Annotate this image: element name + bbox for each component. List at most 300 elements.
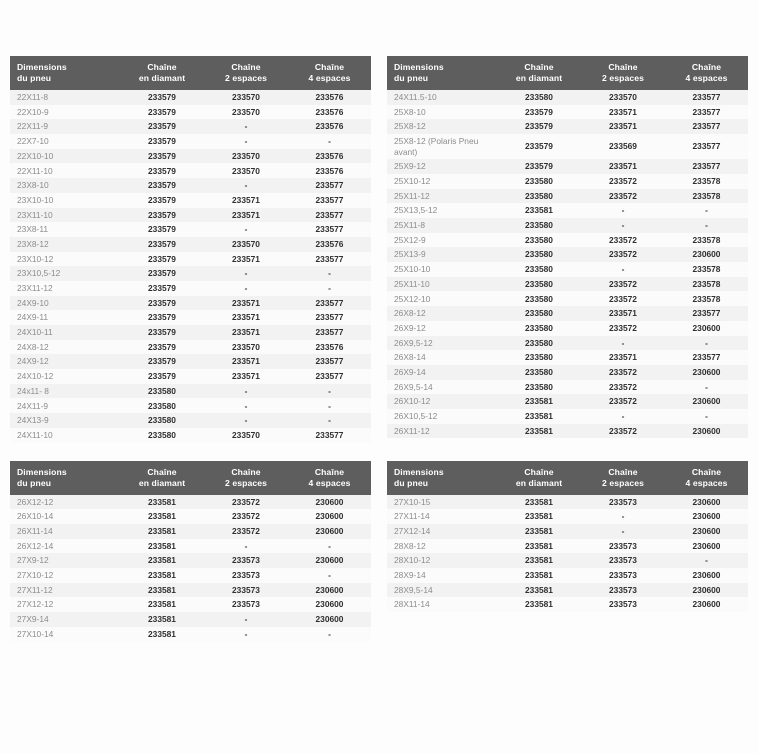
chain-part-number-cell: 230600 (315, 555, 344, 566)
chain-part-number-cell: 233580 (525, 176, 553, 187)
chain-part-number-cell: 233579 (148, 283, 176, 294)
table-row (10, 597, 371, 612)
tire-dimension-cell: 26X10-12 (394, 396, 431, 407)
chain-part-number-cell: - (244, 628, 248, 639)
table-row (387, 539, 748, 554)
column-header-diamond (497, 56, 581, 90)
chain-part-number-cell: 233580 (525, 352, 553, 363)
chain-part-number-cell: 230600 (692, 249, 721, 260)
tire-dimension-cell: 28X10-12 (394, 555, 431, 566)
table-row (387, 336, 748, 351)
table-row (387, 277, 748, 292)
chain-part-number-cell: 230600 (692, 599, 721, 610)
table-row (387, 218, 748, 233)
chain-part-number-cell: 233577 (315, 297, 344, 308)
tire-dimension-cell: 28X11-14 (394, 599, 430, 610)
table-row (387, 105, 748, 120)
chain-part-number-cell: - (244, 614, 248, 625)
table-row (10, 428, 371, 443)
chain-part-number-cell: 233571 (609, 161, 637, 172)
chain-part-number-cell: 233570 (232, 238, 260, 249)
chain-part-number-cell: 233580 (525, 366, 553, 377)
chain-part-number-cell: 233580 (525, 293, 553, 304)
tire-dimension-cell: 23X11-12 (17, 283, 53, 294)
chain-part-number-cell: 233579 (148, 165, 176, 176)
chain-part-number-cell: 233581 (525, 570, 553, 581)
header-line-1: Dimensions (17, 466, 67, 477)
chain-part-number-cell: 233578 (692, 293, 721, 304)
chain-part-number-cell: - (244, 224, 248, 235)
chain-size-table (387, 461, 748, 613)
chain-part-number-cell: 233581 (525, 540, 553, 551)
tire-dimension-cell: 22X11-9 (17, 121, 49, 132)
table-header-row (10, 461, 371, 495)
table-row (10, 539, 371, 554)
chain-part-number-cell: 233581 (525, 584, 553, 595)
table-row (10, 413, 371, 428)
header-line-2: 2 espaces (225, 73, 267, 83)
chain-part-number-cell: 233581 (148, 584, 176, 595)
column-header-diamond (497, 461, 581, 495)
header-line-1: Chaîne (608, 62, 638, 72)
chain-part-number-cell: 233569 (609, 141, 637, 152)
chain-part-number-cell: 233576 (315, 92, 344, 103)
header-line-1: Chaîne (524, 62, 554, 72)
tire-dimension-cell: 25X8-12 (Polaris Pneu avant) (394, 136, 479, 157)
header-line-2: du pneu (17, 477, 52, 488)
chain-part-number-cell: 233572 (232, 496, 260, 507)
table-row (10, 149, 371, 164)
chain-part-number-cell: 233579 (148, 106, 176, 117)
chain-part-number-cell: 233570 (232, 106, 260, 117)
column-header-diamond (120, 56, 204, 90)
chain-part-number-cell: 233579 (148, 136, 176, 147)
tire-dimension-cell: 26X8-14 (394, 352, 426, 363)
chain-part-number-cell: - (621, 264, 625, 275)
table-row (387, 262, 748, 277)
chain-part-number-cell: 233572 (609, 234, 637, 245)
chain-part-number-cell: 230600 (315, 511, 344, 522)
tire-dimension-cell: 23X10,5-12 (17, 268, 61, 279)
table-row (10, 495, 371, 510)
table-row (387, 583, 748, 598)
column-header-dimensions (10, 56, 120, 90)
chain-part-number-cell: 233579 (525, 121, 553, 132)
chain-part-number-cell: 233577 (315, 429, 344, 440)
chain-part-number-cell: 233580 (525, 308, 553, 319)
tire-dimension-cell: 25X13,5-12 (394, 205, 438, 216)
chain-part-number-cell: 233581 (525, 205, 553, 216)
chain-part-number-cell: 233571 (232, 312, 260, 323)
table-row (387, 365, 748, 380)
chain-part-number-cell: 230600 (315, 496, 344, 507)
chain-part-number-cell: - (705, 381, 708, 392)
chain-part-number-cell: 233573 (609, 540, 637, 551)
chain-part-number-cell: 230600 (315, 584, 344, 595)
chain-part-number-cell: - (705, 411, 708, 422)
tire-dimension-cell: 28X9,5-14 (394, 584, 433, 595)
column-header-2-spaces (204, 56, 288, 90)
table-row (10, 568, 371, 583)
chain-part-number-cell: 230600 (692, 366, 721, 377)
chain-part-number-cell: 233580 (148, 415, 176, 426)
table-row (10, 553, 371, 568)
tire-dimension-cell: 23X8-12 (17, 238, 49, 249)
chain-part-number-cell: 233571 (232, 253, 260, 264)
tire-dimension-cell: 24X11.5-10 (394, 92, 437, 103)
column-header-4-spaces (288, 56, 371, 90)
chain-part-number-cell: 233572 (609, 425, 637, 436)
table-row (387, 174, 748, 189)
chain-part-number-cell: 233570 (232, 429, 260, 440)
header-line-1: Chaîne (231, 62, 261, 72)
chain-part-number-cell: 233577 (315, 371, 344, 382)
tire-dimension-cell: 22X10-10 (17, 150, 54, 161)
tire-dimension-cell: 26X10,5-12 (394, 411, 438, 422)
chain-part-number-cell: 233577 (315, 253, 344, 264)
tire-dimension-cell: 24X9-11 (17, 312, 49, 323)
chain-part-number-cell: 233571 (609, 352, 637, 363)
chain-part-number-cell: 233579 (148, 121, 176, 132)
chain-part-number-cell: 230600 (692, 540, 721, 551)
chain-part-number-cell: - (328, 283, 331, 294)
column-header-dimensions (387, 56, 497, 90)
tire-dimension-cell: 26X9,5-12 (394, 337, 433, 348)
table-row (387, 509, 748, 524)
chain-part-number-cell: - (705, 555, 708, 566)
chain-part-number-cell: 233580 (525, 190, 553, 201)
tire-dimension-cell: 25X12-10 (394, 293, 431, 304)
chain-part-number-cell: 233577 (692, 92, 721, 103)
chain-part-number-cell: 233581 (148, 599, 176, 610)
table-row (10, 178, 371, 193)
header-line-2: du pneu (394, 73, 429, 83)
chain-part-number-cell: 233581 (148, 555, 176, 566)
chain-part-number-cell: 230600 (692, 525, 721, 536)
chain-part-number-cell: 233577 (315, 180, 344, 191)
chain-part-number-cell: - (328, 415, 331, 426)
chain-part-number-cell: 233576 (315, 238, 344, 249)
column-header-2-spaces (581, 56, 665, 90)
chain-part-number-cell: 233579 (148, 92, 176, 103)
table-top-right (387, 56, 748, 443)
tire-dimension-cell: 26X12-12 (17, 496, 54, 507)
chain-part-number-cell: 233572 (609, 249, 637, 260)
chain-part-number-cell: - (244, 180, 248, 191)
table-row (10, 90, 371, 105)
table-row (387, 119, 748, 134)
tire-dimension-cell: 26X10-14 (17, 511, 54, 522)
chain-part-number-cell: 233576 (315, 150, 344, 161)
tire-dimension-cell: 25X11-10 (394, 278, 430, 289)
chain-part-number-cell: 233571 (232, 356, 260, 367)
chain-part-number-cell: 233579 (148, 297, 176, 308)
tire-dimension-cell: 24X9-10 (17, 297, 49, 308)
tire-dimension-cell: 25X11-8 (394, 220, 426, 231)
table-row (10, 163, 371, 178)
tire-dimension-cell: 26X9-12 (394, 322, 426, 333)
chain-part-number-cell: 233579 (525, 161, 553, 172)
table-row (387, 409, 748, 424)
chain-part-number-cell: 233577 (315, 224, 344, 235)
chain-part-number-cell: 233572 (232, 525, 260, 536)
chain-part-number-cell: 233578 (692, 234, 721, 245)
table-row (387, 159, 748, 174)
table-row (10, 119, 371, 134)
chain-part-number-cell: 233571 (609, 308, 637, 319)
chain-part-number-cell: - (244, 385, 248, 396)
chain-part-number-cell: 233572 (609, 190, 637, 201)
table-row (10, 105, 371, 120)
chain-part-number-cell: 233577 (692, 121, 721, 132)
chain-part-number-cell: 233580 (525, 381, 553, 392)
chain-part-number-cell: - (328, 400, 331, 411)
table-top-left (10, 56, 371, 443)
chain-part-number-cell: - (244, 415, 248, 426)
tables-grid (10, 56, 748, 659)
tire-dimension-cell: 24X10-12 (17, 371, 54, 382)
header-line-1: Chaîne (524, 466, 554, 477)
table-row (387, 495, 748, 510)
chain-part-number-cell: 230600 (692, 511, 721, 522)
tire-dimension-cell: 26X12-14 (17, 540, 54, 551)
header-line-2: 4 espaces (685, 73, 728, 83)
chain-part-number-cell: 233573 (232, 599, 260, 610)
chain-part-number-cell: - (244, 121, 248, 132)
tire-dimension-cell: 23X10-10 (17, 194, 54, 205)
tire-dimension-cell: 27X11-12 (17, 584, 53, 595)
table-row (387, 524, 748, 539)
chain-part-number-cell: 233581 (525, 496, 553, 507)
header-line-1: Chaîne (147, 62, 177, 72)
chain-part-number-cell: - (328, 268, 331, 279)
chain-part-number-cell: 233581 (148, 614, 176, 625)
chain-part-number-cell: 233580 (525, 322, 553, 333)
tire-dimension-cell: 23X8-10 (17, 180, 49, 191)
chain-part-number-cell: 233581 (525, 425, 553, 436)
tire-dimension-cell: 26X11-12 (394, 425, 430, 436)
chain-part-number-cell: 230600 (692, 496, 721, 507)
chain-part-number-cell: 233577 (315, 209, 344, 220)
table-row (10, 398, 371, 413)
chain-part-number-cell: 233577 (315, 327, 344, 338)
chain-part-number-cell: 233581 (525, 599, 553, 610)
tire-dimension-cell: 25X13-9 (394, 249, 426, 260)
chain-part-number-cell: 233571 (609, 121, 637, 132)
table-row (387, 394, 748, 409)
chain-part-number-cell: 233570 (609, 92, 637, 103)
header-line-1: Chaîne (314, 62, 345, 72)
column-header-dimensions (10, 461, 120, 495)
tire-dimension-cell: 24X11-9 (17, 400, 49, 411)
table-row (10, 134, 371, 149)
tire-dimension-cell: 25X10-10 (394, 264, 431, 275)
tire-dimension-cell: 27X9-14 (17, 614, 49, 625)
tire-dimension-cell: 24X10-11 (17, 327, 53, 338)
header-line-2: 2 espaces (602, 477, 644, 488)
chain-part-number-cell: 233581 (525, 555, 553, 566)
chain-part-number-cell: - (705, 220, 708, 231)
chain-part-number-cell: 233579 (148, 327, 176, 338)
tire-dimension-cell: 25X11-12 (394, 190, 430, 201)
chain-part-number-cell: 233578 (692, 190, 721, 201)
table-row (10, 222, 371, 237)
tire-dimension-cell: 27X10-15 (394, 496, 431, 507)
header-line-1: Chaîne (608, 466, 638, 477)
chain-part-number-cell: 233581 (148, 540, 176, 551)
chain-part-number-cell: 233572 (609, 322, 637, 333)
chain-part-number-cell: 233579 (148, 341, 176, 352)
chain-part-number-cell: 233572 (609, 278, 637, 289)
chain-part-number-cell: 233572 (232, 511, 260, 522)
tire-dimension-cell: 22X11-8 (17, 92, 49, 103)
header-line-1: Dimensions (17, 62, 67, 72)
table-row (387, 90, 748, 105)
header-line-2: 4 espaces (308, 477, 351, 488)
chain-part-number-cell: 233576 (315, 121, 344, 132)
chain-part-number-cell: 233573 (232, 584, 260, 595)
chain-part-number-cell: 233571 (232, 209, 260, 220)
chain-part-number-cell: 233576 (315, 341, 344, 352)
table-row (10, 627, 371, 642)
chain-part-number-cell: - (621, 205, 625, 216)
chain-part-number-cell: 233580 (148, 429, 176, 440)
chain-part-number-cell: 230600 (315, 525, 344, 536)
chain-part-number-cell: 233581 (148, 525, 176, 536)
chain-part-number-cell: 233579 (148, 268, 176, 279)
tire-dimension-cell: 27X9-12 (17, 555, 49, 566)
column-header-diamond (120, 461, 204, 495)
chain-part-number-cell: 233571 (232, 194, 260, 205)
chain-part-number-cell: - (328, 136, 331, 147)
chain-part-number-cell: - (244, 283, 248, 294)
chain-part-number-cell: 233579 (148, 238, 176, 249)
chain-part-number-cell: 233577 (692, 161, 721, 172)
chain-part-number-cell: 233580 (525, 92, 553, 103)
chain-part-number-cell: 233571 (232, 371, 260, 382)
tire-dimension-cell: 25X10-12 (394, 176, 431, 187)
chain-part-number-cell: 233572 (609, 176, 637, 187)
table-row (10, 193, 371, 208)
header-line-2: 2 espaces (225, 477, 267, 488)
tire-dimension-cell: 24X13-9 (17, 415, 49, 426)
chain-part-number-cell: - (328, 385, 331, 396)
table-row (10, 369, 371, 384)
table-row (387, 568, 748, 583)
table-header-row (387, 56, 748, 90)
chain-part-number-cell: 233579 (148, 224, 176, 235)
chain-part-number-cell: 230600 (692, 322, 721, 333)
table-row (10, 354, 371, 369)
table-row (387, 233, 748, 248)
tire-dimension-cell: 25X8-12 (394, 121, 426, 132)
tire-dimension-cell: 27X11-14 (394, 511, 430, 522)
table-row (387, 306, 748, 321)
chain-part-number-cell: 233570 (232, 341, 260, 352)
chain-part-number-cell: - (328, 628, 331, 639)
chain-part-number-cell: 233577 (315, 194, 344, 205)
chain-part-number-cell: 233570 (232, 150, 260, 161)
chain-part-number-cell: 230600 (315, 614, 344, 625)
chain-part-number-cell: 233580 (525, 278, 553, 289)
tire-dimension-cell: 26X11-14 (17, 525, 53, 536)
chain-part-number-cell: 233577 (315, 356, 344, 367)
chain-part-number-cell: - (244, 400, 248, 411)
chain-part-number-cell: 233579 (148, 209, 176, 220)
tire-dimension-cell: 27X12-14 (394, 525, 431, 536)
chain-part-number-cell: 233581 (525, 525, 553, 536)
chain-part-number-cell: 233579 (525, 141, 553, 152)
tire-dimension-cell: 28X9-14 (394, 570, 426, 581)
table-header-row (387, 461, 748, 495)
chain-part-number-cell: - (244, 540, 248, 551)
table-row (10, 296, 371, 311)
chain-part-number-cell: 233581 (148, 496, 176, 507)
tire-dimension-cell: 24x11- 8 (17, 385, 49, 396)
chain-part-number-cell: 233570 (232, 92, 260, 103)
chain-part-number-cell: 233581 (148, 511, 176, 522)
tire-dimension-cell: 22X11-10 (17, 165, 53, 176)
chain-part-number-cell: 233580 (148, 385, 176, 396)
table-row (10, 384, 371, 399)
header-line-1: Chaîne (314, 466, 345, 477)
table-row (10, 325, 371, 340)
table-row (10, 612, 371, 627)
header-line-2: en diamant (515, 73, 563, 83)
chain-part-number-cell: 233572 (609, 381, 637, 392)
chain-part-number-cell: 233579 (148, 253, 176, 264)
table-row (10, 266, 371, 281)
table-bottom-right (387, 461, 748, 642)
table-row (387, 553, 748, 568)
chain-size-table (10, 56, 371, 443)
chain-part-number-cell: 233579 (525, 106, 553, 117)
chain-part-number-cell: 233577 (692, 308, 721, 319)
chain-part-number-cell: - (244, 136, 248, 147)
tire-dimension-cell: 24X9-12 (17, 356, 49, 367)
chain-part-number-cell: 233578 (692, 264, 721, 275)
chain-part-number-cell: 233573 (609, 570, 637, 581)
chain-part-number-cell: 230600 (315, 599, 344, 610)
chain-part-number-cell: 230600 (692, 584, 721, 595)
header-line-2: du pneu (17, 73, 52, 83)
tire-dimension-cell: 26X9-14 (394, 366, 426, 377)
chain-part-number-cell: 233572 (609, 366, 637, 377)
table-row (10, 524, 371, 539)
chain-part-number-cell: - (328, 540, 331, 551)
chain-part-number-cell: 233580 (525, 249, 553, 260)
table-row (387, 247, 748, 262)
chain-part-number-cell: 233578 (692, 278, 721, 289)
chain-part-number-cell: 233573 (232, 570, 260, 581)
tire-dimension-cell: 22X7-10 (17, 136, 49, 147)
chain-part-number-cell: - (621, 511, 625, 522)
chain-part-number-cell: 233573 (609, 584, 637, 595)
chain-size-table (10, 461, 371, 642)
chain-part-number-cell: 233573 (232, 555, 260, 566)
column-header-4-spaces (665, 56, 748, 90)
table-row (10, 237, 371, 252)
chain-part-number-cell: 233579 (148, 371, 176, 382)
header-line-2: 2 espaces (602, 73, 644, 83)
chain-part-number-cell: 233578 (692, 176, 721, 187)
header-line-1: Dimensions (394, 62, 444, 72)
chain-part-number-cell: 233579 (148, 194, 176, 205)
chain-part-number-cell: - (705, 205, 708, 216)
table-row (387, 380, 748, 395)
tire-dimension-cell: 25X9-12 (394, 161, 426, 172)
column-header-2-spaces (204, 461, 288, 495)
